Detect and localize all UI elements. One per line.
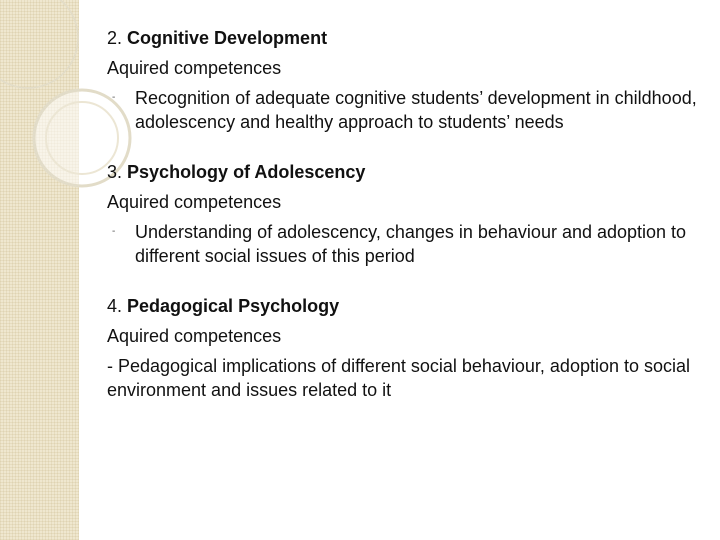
- bullet-dash: -: [112, 226, 116, 237]
- slide-content: [107, 26, 697, 428]
- ring-large: [0, 0, 78, 88]
- competences-label: Aquired competences: [107, 192, 282, 212]
- section-number: 3.: [107, 162, 123, 182]
- section-psychology-of-adolescency: [107, 160, 697, 268]
- section-number: 2.: [107, 28, 123, 48]
- section-title: Psychology of Adolescency: [127, 162, 366, 182]
- section-title: Pedagogical Psychology: [127, 296, 340, 316]
- bullet-item: [107, 220, 697, 268]
- bullet-text: Understanding of adolescency, changes in behaviour and adoption to different social issues of this period: [135, 222, 687, 266]
- section-pedagogical-psychology: [107, 294, 697, 402]
- competences-label: Aquired competences: [107, 326, 282, 346]
- section-heading: [107, 160, 697, 184]
- section-heading: [107, 294, 697, 318]
- section-number: 4.: [107, 296, 123, 316]
- bullet-text: Recognition of adequate cognitive students’ development in childhood, adolescency and healthy approach to students’ needs: [135, 88, 697, 132]
- competence-paragraph: - Pedagogical implications of different social behaviour, adoption to social environment and issues related to it: [107, 356, 691, 400]
- competences-label: Aquired competences: [107, 58, 282, 78]
- section-heading: [107, 26, 697, 50]
- bullet-dash: -: [112, 92, 116, 103]
- section-title: Cognitive Development: [127, 28, 328, 48]
- section-cognitive-development: [107, 26, 697, 134]
- bullet-item: [107, 86, 697, 134]
